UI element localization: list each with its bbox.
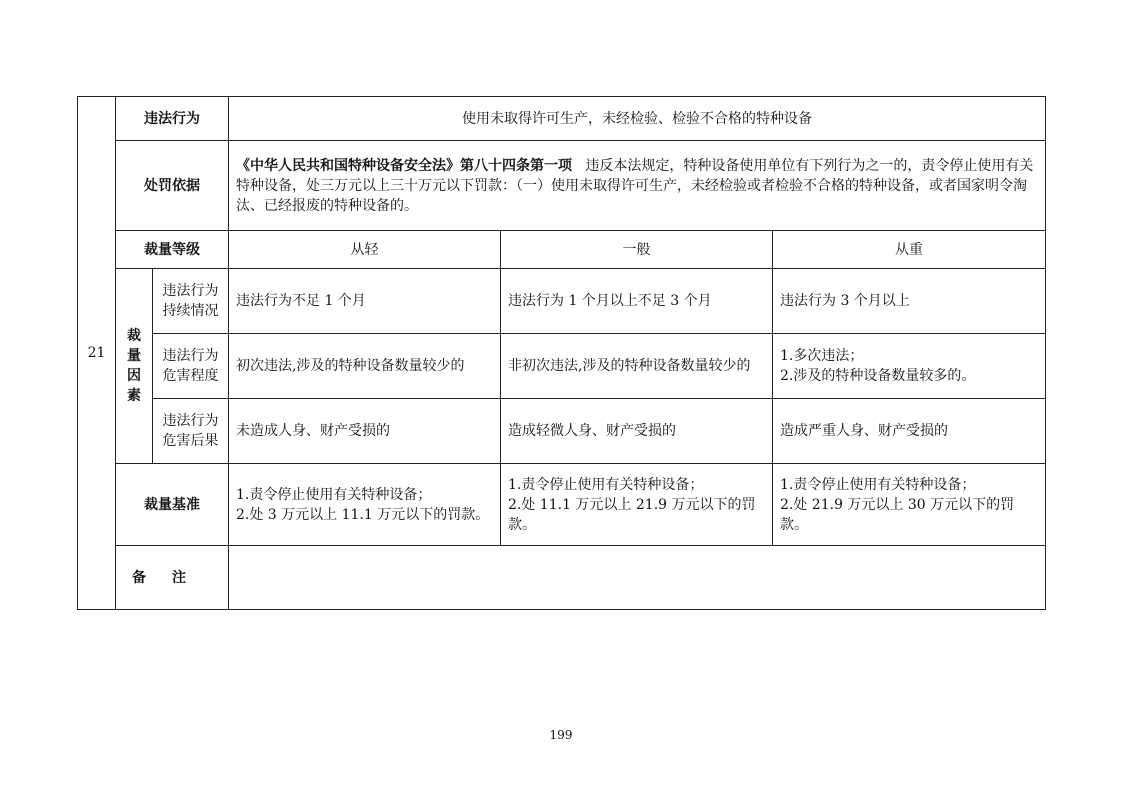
- basis-law-title: 《中华人民共和国特种设备安全法》第八十四条第一项: [236, 157, 572, 174]
- item-number: 21: [78, 97, 116, 610]
- factor-duration-heavy: [773, 269, 1046, 334]
- page-number: 199: [549, 728, 573, 742]
- basis-text: 违反本法规定，特种设备使用单位有下列行为之一的，责令停止使用有关特种设备，处三万元以上三十万元以下罚款：（一）使用未取得许可生产，未经检验或者检验不合格的特种设备，或者国家明令淘汰、已经报废的特种设备的。: [236, 157, 1034, 214]
- factor-consequence-name: [153, 399, 229, 464]
- standard-heavy: [773, 464, 1046, 546]
- cell-line: 未造成人身、财产受损的: [236, 423, 390, 439]
- factor-name-line: 危害后果: [162, 433, 219, 449]
- factor-name-line: 违法行为: [162, 283, 219, 299]
- level-general: 一般: [501, 231, 773, 269]
- basis-label: 处罚依据: [116, 141, 229, 231]
- violation-value: 使用未取得许可生产，未经检验、检验不合格的特种设备: [229, 97, 1046, 141]
- factor-severity-heavy: [773, 334, 1046, 399]
- cell-line: 违法行为 1 个月以上不足 3 个月: [508, 293, 712, 309]
- factor-name-line: 危害程度: [162, 368, 219, 384]
- cell-line: 初次违法,涉及的特种设备数量较少的: [236, 358, 465, 374]
- level-heavy: 从重: [773, 231, 1046, 269]
- factors-label-char: 因: [127, 368, 141, 384]
- factor-name-line: 违法行为: [162, 348, 219, 364]
- cell-line: 2.处 3 万元以上 11.1 万元以下的罚款。: [236, 506, 490, 523]
- factors-label-char: 裁: [127, 328, 141, 344]
- cell-line: 2.处 11.1 万元以上 21.9 万元以下的罚款。: [508, 496, 756, 533]
- cell-line: 造成严重人身、财产受损的: [780, 423, 948, 439]
- factor-consequence-general: [501, 399, 773, 464]
- cell-line: 违法行为不足 1 个月: [236, 293, 366, 309]
- cell-line: 1.责令停止使用有关特种设备；: [780, 476, 976, 493]
- factor-duration-light: [229, 269, 501, 334]
- violation-label: 违法行为: [116, 97, 229, 141]
- factor-severity-general: [501, 334, 773, 399]
- factor-name-line: 违法行为: [162, 413, 219, 429]
- factor-severity-light: [229, 334, 501, 399]
- factors-label: [116, 269, 153, 464]
- factor-name-line: 持续情况: [162, 303, 219, 319]
- factor-severity-name: [153, 334, 229, 399]
- cell-line: 2.处 21.9 万元以上 30 万元以下的罚款。: [780, 496, 1015, 533]
- cell-line: 违法行为 3 个月以上: [780, 293, 910, 309]
- level-light: 从轻: [229, 231, 501, 269]
- factor-duration-name: [153, 269, 229, 334]
- cell-line: 造成轻微人身、财产受损的: [508, 423, 676, 439]
- cell-line: 1.责令停止使用有关特种设备；: [236, 486, 432, 503]
- cell-line: 1.责令停止使用有关特种设备；: [508, 476, 704, 493]
- factors-label-char: 量: [127, 348, 141, 364]
- cell-line: 1.多次违法；: [780, 348, 864, 364]
- factor-duration-general: [501, 269, 773, 334]
- cell-line: 2.涉及的特种设备数量较多的。: [780, 368, 976, 384]
- factor-consequence-light: [229, 399, 501, 464]
- factors-label-char: 素: [127, 388, 141, 404]
- standard-light: [229, 464, 501, 546]
- factor-consequence-heavy: [773, 399, 1046, 464]
- basis-content: [229, 141, 1046, 231]
- standard-general: [501, 464, 773, 546]
- standard-label: 裁量基准: [116, 464, 229, 546]
- penalty-discretion-table: [77, 96, 1046, 610]
- remarks-label: 备注: [116, 546, 229, 610]
- levels-label: 裁量等级: [116, 231, 229, 269]
- cell-line: 非初次违法,涉及的特种设备数量较少的: [508, 358, 751, 374]
- remarks-value: [229, 546, 1046, 610]
